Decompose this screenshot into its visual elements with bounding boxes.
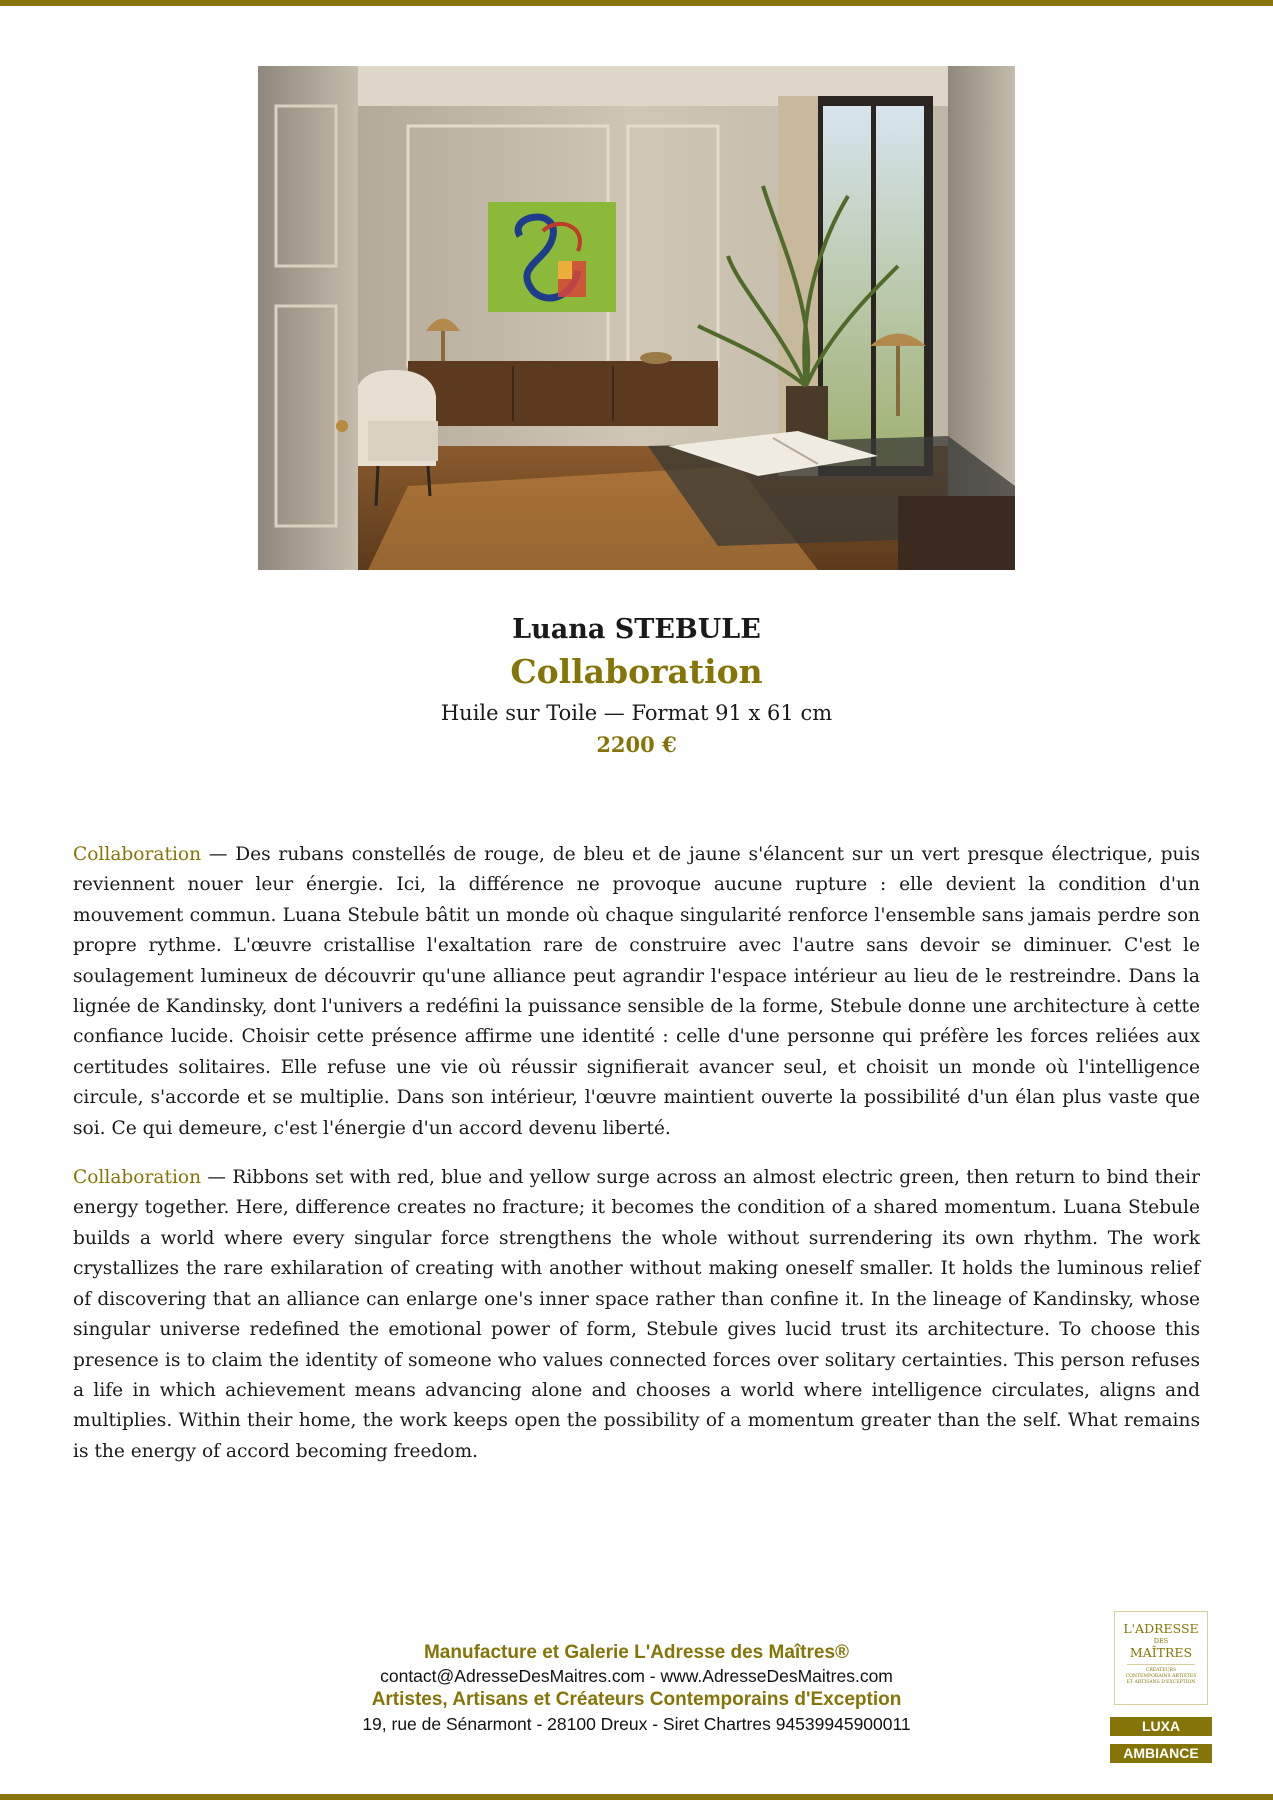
description-keyword: Collaboration <box>73 844 202 865</box>
logo-line-1: L'ADRESSE <box>1123 1621 1199 1636</box>
contact-info[interactable]: contact@AdresseDesMaitres.com - www.AdresseDesMaitres.com <box>380 1666 893 1686</box>
artist-name: Luana STEBULE <box>512 614 761 645</box>
room-interior-photo <box>258 66 1015 570</box>
description-en <box>73 1163 1200 1467</box>
brand-logo <box>1114 1611 1208 1705</box>
description-text: — Ribbons set with red, blue and yellow surge across an almost electric green, then return to bind their energy together. Here, difference creates no fracture; it becomes the condition of a shared momentum. Luana Stebule builds a world where every singular force strengthens the whole without surrendering its own rhythm. The work crystallizes the rare exhilaration of creating with another without making oneself smaller. It holds the luminous relief of discovering that an alliance can enlarge one's inner space rather than confine it. In the lineage of Kandinsky, whose singular universe redefined the emotional power of form, Stebule gives lucid trust its architecture. To choose this presence is to claim the identity of someone who values connected forces over solitary certainties. This person refuses a life in which achievement means advancing alone and chooses a world where intelligence circulates, aligns and multiplies. Within their home, the work keeps open the possibility of a momentum greater than the self. What remains is the energy of accord becoming freedom. <box>73 1167 1200 1462</box>
artwork-description <box>73 840 1200 1486</box>
artwork-heading <box>0 612 1273 760</box>
bottom-accent-bar <box>0 1794 1273 1800</box>
company-name: Manufacture et Galerie L'Adresse des Maîtres® <box>423 1642 850 1663</box>
description-keyword: Collaboration <box>73 1167 202 1189</box>
luxa-badge: LUXA <box>1110 1717 1212 1736</box>
company-tagline: Artistes, Artisans et Créateurs Contemporains d'Exception <box>371 1689 902 1710</box>
footer <box>0 1641 1273 1736</box>
description-fr <box>73 840 1200 1144</box>
logo-line-2: DES <box>1153 1637 1169 1645</box>
ambiance-badge: AMBIANCE <box>1110 1744 1212 1763</box>
artwork-medium: Huile sur Toile — Format 91 x 61 cm <box>440 701 833 725</box>
artwork-title: Collaboration <box>510 652 763 691</box>
top-accent-bar <box>0 0 1273 6</box>
description-text: — Des rubans constellés de rouge, de bleu et de jaune s'élancent sur un vert presque électrique, puis reviennent nouer leur énergie. Ici, la différence ne provoque aucune rupture : elle devient la condition d'un mouvement commun. Luana Stebule bâtit un monde où chaque singularité renforce l'ensemble sans jamais perdre son propre rythme. L'œuvre cristallise l'exaltation rare de construire avec l'autre sans devoir se diminuer. C'est le soulagement lumineux de découvrir qu'une alliance peut agrandir l'espace intérieur au lieu de le restreindre. Dans la lignée de Kandinsky, dont l'univers a redéfini la puissance sensible de la forme, Stebule donne une architecture à cette confiance lucide. Choisir cette présence affirme une identité : celle d'une personne qui préfère les forces reliées aux certitudes solitaires. Elle refuse une vie où réussir signifierait avancer seul, et choisit un monde où l'intelligence circule, s'accorde et se multiplie. Dans son intérieur, l'œuvre maintient ouverte la possibilité d'un élan plus vaste que soi. Ce qui demeure, c'est l'énergie d'un accord devenu liberté. <box>73 844 1200 1139</box>
logo-subline: CRÉATEURS CONTEMPORAINS ARTISTES ET ARTISANS D'EXCEPTION <box>1125 1668 1197 1685</box>
logo-divider <box>1127 1664 1195 1665</box>
logo-line-3: MAÎTRES <box>1129 1645 1193 1660</box>
artwork-price: 2200 € <box>596 732 677 757</box>
company-address: 19, rue de Sénarmont - 28100 Dreux - Siret Chartres 94539945900011 <box>362 1714 911 1734</box>
